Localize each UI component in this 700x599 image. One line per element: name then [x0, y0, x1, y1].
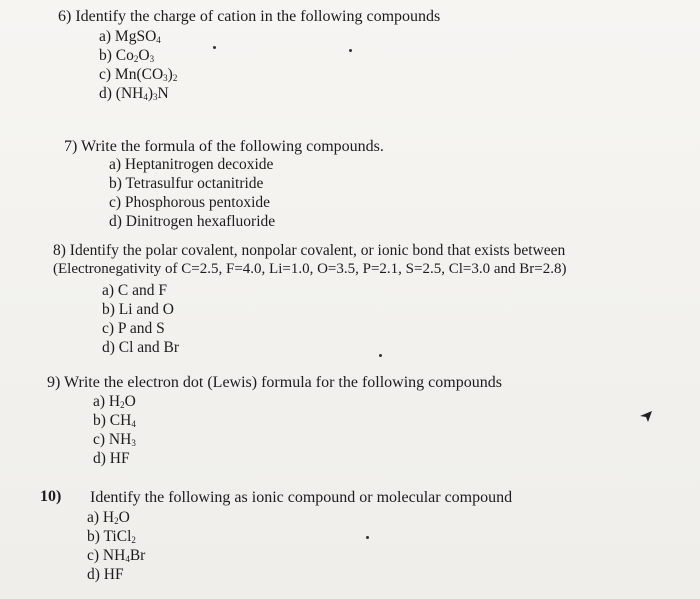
question-10-title: Identify the following as ionic compound or molecular compound	[90, 489, 513, 506]
q7-option-d: d) Dinitrogen hexafluoride	[109, 213, 276, 230]
q10-option-a: a) $H_2O$	[87, 509, 130, 526]
q7-option-b: b) Tetrasulfur octanitride	[109, 175, 264, 192]
question-8	[53, 241, 566, 279]
question-8-title-line2: (Electronegativity of C=2.5, F=4.0, Li=1.0, O=3.5, P=2.1, S=2.5, Cl=3.0 and Br=2.8)	[53, 261, 567, 277]
q8-option-b: b) Li and O	[102, 301, 174, 318]
q8-option-c: c) P and S	[102, 320, 165, 337]
question-10	[90, 488, 512, 507]
paper-speck	[349, 49, 352, 52]
paper-speck	[213, 46, 216, 49]
q7-option-a: a) Heptanitrogen decoxide	[109, 156, 274, 173]
question-8-title-line1: 8) Identify the polar covalent, nonpolar covalent, or ionic bond that exists between	[53, 242, 566, 259]
question-7	[64, 137, 384, 156]
q9-option-a: a) $H_2O$	[93, 393, 136, 410]
q9-option-b: b) $CH_4$	[93, 412, 136, 429]
q10-option-d: d) HF	[87, 566, 124, 583]
question-7-options	[109, 155, 275, 231]
q6-option-c: c) $Mn(CO_3)_2$	[99, 66, 178, 83]
q6-option-a: a) MgSO$_4$	[99, 28, 161, 45]
question-6-title: 6) Identify the charge of cation in the following compounds	[58, 8, 441, 25]
q10-option-b: b) TiCl$_2$	[87, 528, 136, 545]
q10-option-c: c) $NH_4Br$	[87, 547, 146, 564]
mouse-pointer-icon	[638, 408, 654, 424]
question-6	[58, 7, 440, 26]
q8-option-a: a) C and F	[102, 282, 168, 299]
question-9	[47, 373, 502, 392]
q6-option-b: b) $Co_2O_3$	[99, 47, 155, 64]
paper-speck	[366, 536, 369, 539]
q9-option-d: d) HF	[93, 450, 130, 467]
q7-option-c: c) Phosphorous pentoxide	[109, 194, 271, 211]
question-6-options	[99, 27, 177, 103]
question-9-title: 9) Write the electron dot (Lewis) formula for the following compounds	[47, 374, 502, 391]
question-9-options	[93, 392, 136, 468]
question-10-options	[87, 508, 145, 584]
q6-option-d: d) $(NH_4)_3N$	[99, 85, 169, 102]
question-7-title: 7) Write the formula of the following compounds.	[64, 138, 384, 155]
question-10-number: 10)	[40, 488, 62, 505]
q8-option-d: d) Cl and Br	[102, 339, 180, 356]
question-8-options	[102, 281, 179, 357]
q9-option-c: c) $NH_3$	[93, 431, 136, 448]
paper-speck	[379, 354, 382, 357]
